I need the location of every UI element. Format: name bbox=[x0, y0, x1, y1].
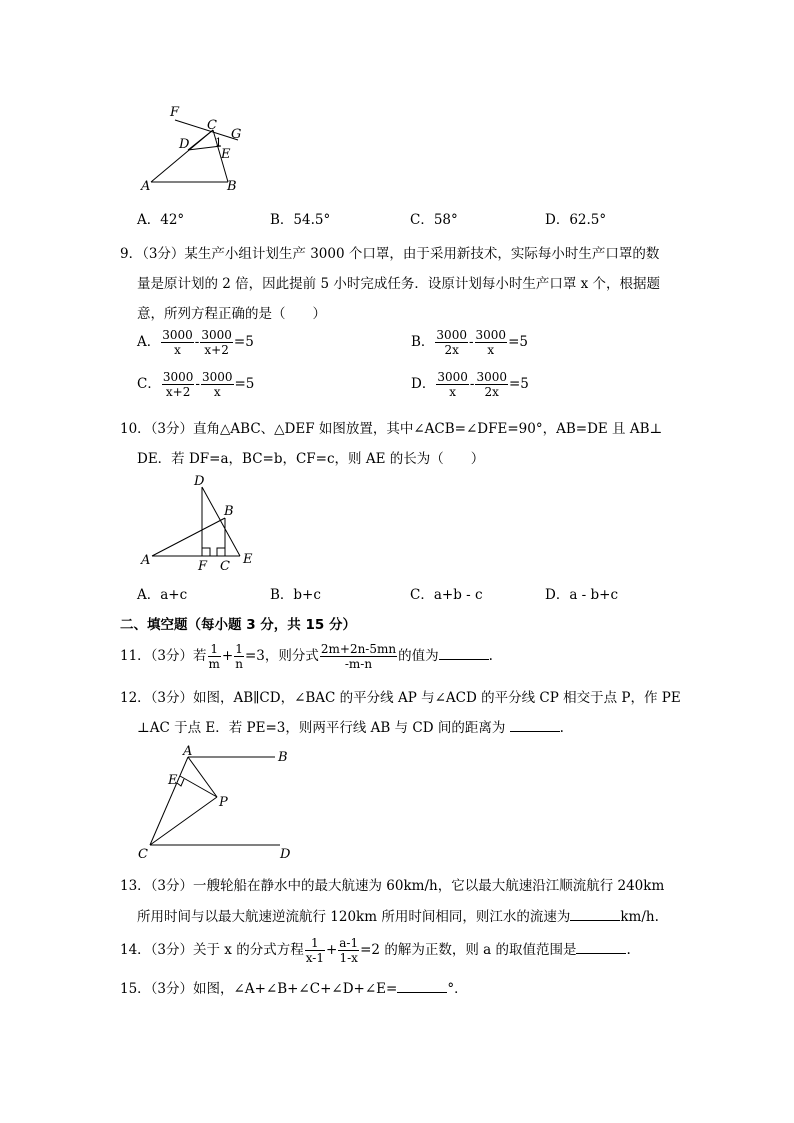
fraction-numerator: 3000 bbox=[437, 370, 468, 384]
fraction-numerator: 1 bbox=[305, 936, 325, 951]
q10-option-a: A．a+c bbox=[137, 587, 188, 603]
fraction bbox=[436, 370, 469, 399]
q10-line2: DE．若 DF=a，BC=b，CF=c，则 AE 的长为（ ） bbox=[137, 451, 485, 467]
q11 bbox=[120, 642, 493, 671]
fraction-numerator: 3000 bbox=[436, 328, 467, 342]
q9-option-a bbox=[137, 328, 254, 357]
fig10-label-D: D bbox=[194, 474, 205, 489]
fraction bbox=[305, 936, 325, 965]
q11-prefix: 11．（3分）若 bbox=[120, 648, 207, 664]
fig10-label-E: E bbox=[243, 552, 253, 567]
fraction-denominator: x-1 bbox=[305, 951, 324, 965]
fig12-label-D: D bbox=[280, 847, 291, 862]
fraction bbox=[475, 370, 508, 399]
q10-figure bbox=[138, 470, 263, 575]
plus-sign: + bbox=[221, 648, 234, 664]
fraction bbox=[435, 328, 468, 357]
fig12-label-E: E bbox=[168, 773, 178, 788]
fig12-label-C: C bbox=[138, 847, 148, 862]
fig10-label-A: A bbox=[141, 553, 151, 568]
q10-option-c: C．a+b - c bbox=[410, 587, 483, 603]
fraction bbox=[201, 370, 234, 399]
fraction-numerator: 3000 bbox=[201, 328, 232, 342]
fig10-label-B: B bbox=[224, 504, 234, 519]
fig10-label-C: C bbox=[220, 559, 230, 574]
answer-blank[interactable] bbox=[439, 647, 489, 660]
fraction bbox=[475, 328, 508, 357]
fraction-denominator: 2x bbox=[484, 385, 499, 399]
fig8-label-E: E bbox=[221, 147, 231, 162]
q9-option-b-label: B． bbox=[411, 334, 435, 350]
fig12-label-B: B bbox=[278, 750, 288, 765]
q13-line2-text: 所用时间与以最大航速逆流航行 120km 所用时间相同，则江水的流速为 bbox=[137, 909, 571, 925]
fraction-numerator: 2m+2n-5mn bbox=[320, 642, 397, 656]
q8-option-b: B．54.5° bbox=[270, 212, 331, 228]
fig8-label-B: B bbox=[227, 179, 237, 194]
fraction-denominator: 1-x bbox=[339, 951, 358, 965]
minus-sign: - bbox=[468, 334, 474, 350]
q12-figure bbox=[135, 742, 305, 864]
fraction bbox=[161, 328, 194, 357]
fraction-denominator: 2x bbox=[444, 343, 459, 357]
q15-end: °． bbox=[447, 981, 468, 997]
fraction-denominator: m bbox=[208, 657, 220, 671]
fig10-label-F: F bbox=[198, 559, 208, 574]
fraction-denominator: n bbox=[235, 657, 243, 671]
q9-option-d-label: D． bbox=[411, 376, 436, 392]
q12-end: . bbox=[559, 720, 564, 736]
answer-blank[interactable] bbox=[570, 908, 620, 921]
fig8-label-F: F bbox=[170, 105, 180, 120]
fraction bbox=[162, 370, 195, 399]
q9-option-c bbox=[137, 370, 254, 399]
q9-line2: 量是原计划的 2 倍，因此提前 5 小时完成任务．设原计划每小时生产口罩 x 个，根据题 bbox=[137, 276, 661, 292]
fraction bbox=[320, 642, 397, 671]
equation-rhs: =5 bbox=[508, 334, 528, 350]
fig8-label-D: D bbox=[179, 137, 190, 152]
section-heading: 二、填空题（每小题 3 分，共 15 分） bbox=[120, 617, 356, 633]
fig8-label-G: G bbox=[231, 127, 242, 142]
q14 bbox=[120, 936, 631, 965]
fraction-numerator: 1 bbox=[235, 642, 243, 656]
q12-line2 bbox=[137, 716, 564, 736]
minus-sign: - bbox=[469, 376, 475, 392]
fig12-label-A: A bbox=[183, 744, 193, 759]
q10-line1: 10．（3分）直角△ABC、△DEF 如图放置，其中∠ACB=∠DFE=90°，AB=DE 且 AB⊥ bbox=[120, 421, 663, 437]
minus-sign: - bbox=[194, 334, 200, 350]
fraction bbox=[234, 642, 244, 671]
fraction-denominator: x+2 bbox=[204, 343, 229, 357]
fraction-denominator: x+2 bbox=[165, 385, 191, 399]
q12-line1: 12．（3分）如图，AB∥CD，∠BAC 的平分线 AP 与∠ACD 的平分线 CP 相交于点 P，作 PE bbox=[120, 690, 681, 706]
q14-suffix: =2 的解为正数，则 a 的取值范围是 bbox=[360, 942, 577, 958]
fraction-numerator: 3000 bbox=[476, 370, 507, 384]
fraction-denominator: x bbox=[174, 343, 181, 357]
minus-sign: - bbox=[195, 376, 200, 392]
q9-option-a-label: A． bbox=[137, 334, 161, 350]
equation-rhs: =5 bbox=[508, 376, 529, 392]
q11-suffix: 的值为 bbox=[398, 648, 439, 664]
q9-line1: 9．（3分）某生产小组计划生产 3000 个口罩，由于采用新技术，实际每小时生产口罩的数 bbox=[120, 246, 660, 262]
q10-option-b: B．b+c bbox=[270, 587, 321, 603]
answer-blank[interactable] bbox=[397, 980, 447, 993]
fraction-numerator: a-1 bbox=[339, 936, 359, 950]
fraction-denominator: -m-n bbox=[344, 657, 373, 671]
fraction-numerator: 3000 bbox=[475, 328, 507, 342]
q9-option-d bbox=[411, 370, 529, 399]
equation-rhs: =5 bbox=[233, 334, 254, 350]
q15-prefix: 15．（3分）如图，∠A+∠B+∠C+∠D+∠E= bbox=[120, 981, 398, 997]
fraction-numerator: 1 bbox=[208, 642, 221, 657]
q9-option-c-label: C． bbox=[137, 376, 161, 392]
fig8-label-A: A bbox=[141, 179, 151, 194]
plus-sign: + bbox=[325, 942, 338, 958]
q8-option-c: C．58° bbox=[410, 212, 458, 228]
q13-line2 bbox=[137, 905, 659, 925]
q11-end: . bbox=[488, 648, 493, 664]
q8-option-a: A．42° bbox=[137, 212, 185, 228]
q11-middle: =3，则分式 bbox=[244, 648, 319, 664]
fraction-numerator: 3000 bbox=[162, 328, 193, 342]
q13-line1: 13．（3分）一艘轮船在静水中的最大航速为 60km/h，它以最大航速沿江顺流航行 240km bbox=[120, 878, 665, 894]
q15 bbox=[120, 977, 468, 997]
fig8-label-1: 1 bbox=[215, 136, 222, 149]
q10-option-d: D．a - b+c bbox=[545, 587, 619, 603]
q9-option-b bbox=[411, 328, 528, 357]
fraction bbox=[208, 642, 221, 671]
q8-figure bbox=[135, 100, 265, 195]
q9-line3: 意，所列方程正确的是（ ） bbox=[137, 306, 326, 322]
q12-line2-text: ⊥AC 于点 E．若 PE=3，则两平行线 AB 与 CD 间的距离为 bbox=[137, 720, 506, 736]
q14-prefix: 14．（3分）关于 x 的分式方程 bbox=[120, 942, 304, 958]
q13-unit: km/h. bbox=[620, 909, 659, 925]
fraction-numerator: 3000 bbox=[201, 370, 233, 384]
fraction bbox=[200, 328, 233, 357]
fraction-numerator: 3000 bbox=[162, 370, 194, 384]
fraction-denominator: x bbox=[213, 385, 221, 399]
fraction-denominator: x bbox=[487, 343, 495, 357]
fig12-label-P: P bbox=[219, 795, 228, 810]
fraction-denominator: x bbox=[449, 385, 456, 399]
answer-blank[interactable] bbox=[510, 719, 560, 732]
answer-blank[interactable] bbox=[576, 941, 626, 954]
q14-end: . bbox=[626, 942, 631, 958]
equation-rhs: =5 bbox=[234, 376, 255, 392]
fig8-label-C: C bbox=[207, 118, 217, 133]
fraction bbox=[338, 936, 359, 965]
q8-option-d: D．62.5° bbox=[545, 212, 607, 228]
